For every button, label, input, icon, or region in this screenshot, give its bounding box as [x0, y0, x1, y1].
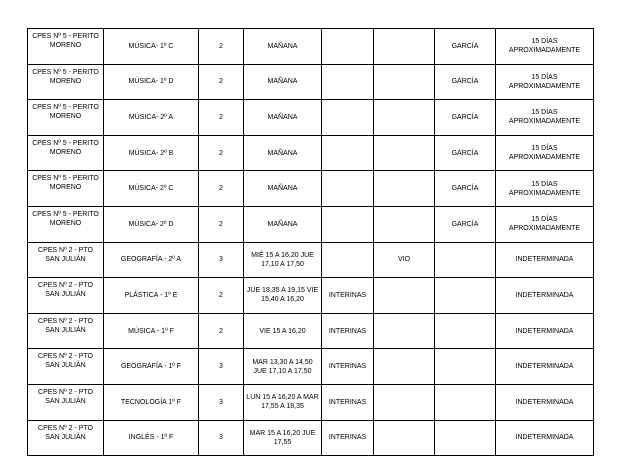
duration-cell: 15 DÍAS APROXIMADAMENTE — [496, 100, 594, 136]
hours-cell: 2 — [199, 171, 244, 207]
hours-cell: 3 — [199, 242, 244, 278]
schedule-cell: MAÑANA — [244, 64, 322, 100]
table-row — [28, 278, 594, 314]
institution-cell: CPES Nº 5 - PERITO MORENO — [28, 64, 104, 100]
condition-cell — [322, 135, 374, 171]
duration-cell: 15 DÍAS APROXIMADAMENTE — [496, 135, 594, 171]
institution-cell: CPES Nº 2 - PTO SAN JULIÁN — [28, 278, 104, 314]
institution-cell: CPES Nº 5 - PERITO MORENO — [28, 171, 104, 207]
hours-cell: 3 — [199, 420, 244, 456]
institution-cell: CPES Nº 5 - PERITO MORENO — [28, 135, 104, 171]
reason-cell — [374, 171, 435, 207]
condition-cell: INTERINAS — [322, 349, 374, 385]
condition-cell — [322, 29, 374, 65]
subject-cell: TECNOLOGÍA 1º F — [104, 384, 199, 420]
reason-cell — [374, 135, 435, 171]
institution-cell: CPES Nº 2 - PTO SAN JULIÁN — [28, 384, 104, 420]
hours-cell: 2 — [199, 206, 244, 242]
teacher-cell — [435, 420, 496, 456]
duration-cell: 15 DÍAS APROXIMADAMENTE — [496, 29, 594, 65]
subject-cell: MÚSICA- 1º D — [104, 64, 199, 100]
subject-cell: MÚSICA- 2º D — [104, 206, 199, 242]
subject-cell: GEOGRAFÍA - 2º A — [104, 242, 199, 278]
hours-cell: 2 — [199, 313, 244, 349]
hours-cell: 2 — [199, 100, 244, 136]
subject-cell: MÚSICA- 2º B — [104, 135, 199, 171]
teacher-cell: GARCÍA — [435, 135, 496, 171]
duration-cell: 15 DÍAS APROXIMADAMENTE — [496, 64, 594, 100]
subject-cell: GEOGRAFÍA - 1º F — [104, 349, 199, 385]
table-row — [28, 384, 594, 420]
duration-cell: 15 DÍAS APROXIMADAMENTE — [496, 171, 594, 207]
duration-cell: INDETERMINADA — [496, 313, 594, 349]
condition-cell — [322, 206, 374, 242]
reason-cell — [374, 100, 435, 136]
table-row — [28, 349, 594, 385]
condition-cell — [322, 171, 374, 207]
duration-cell: INDETERMINADA — [496, 278, 594, 314]
teacher-cell: GARCÍA — [435, 29, 496, 65]
reason-cell — [374, 206, 435, 242]
teacher-cell: GARCÍA — [435, 206, 496, 242]
schedule-cell: MAÑANA — [244, 135, 322, 171]
table-row — [28, 313, 594, 349]
vacancies-table — [27, 28, 594, 456]
hours-cell: 2 — [199, 29, 244, 65]
institution-cell: CPES Nº 5 - PERITO MORENO — [28, 29, 104, 65]
teacher-cell — [435, 278, 496, 314]
reason-cell — [374, 349, 435, 385]
institution-cell: CPES Nº 2 - PTO SAN JULIÁN — [28, 242, 104, 278]
condition-cell — [322, 242, 374, 278]
table-row — [28, 171, 594, 207]
hours-cell: 3 — [199, 384, 244, 420]
teacher-cell: GARCÍA — [435, 100, 496, 136]
reason-cell — [374, 313, 435, 349]
hours-cell: 2 — [199, 135, 244, 171]
table-row — [28, 64, 594, 100]
subject-cell: MÚSICA- 2º C — [104, 171, 199, 207]
institution-cell: CPES Nº 2 - PTO SAN JULIÁN — [28, 313, 104, 349]
institution-cell: CPES Nº 5 - PERITO MORENO — [28, 100, 104, 136]
schedule-cell: VIE 15 A 16,20 — [244, 313, 322, 349]
schedule-cell: MAÑANA — [244, 29, 322, 65]
hours-cell: 2 — [199, 64, 244, 100]
duration-cell: INDETERMINADA — [496, 242, 594, 278]
subject-cell: MÚSICA- 2º A — [104, 100, 199, 136]
schedule-cell: MAR 15 A 16,20 JUE 17,55 — [244, 420, 322, 456]
subject-cell: MÚSICA- 1º C — [104, 29, 199, 65]
condition-cell: INTERINAS — [322, 420, 374, 456]
teacher-cell — [435, 242, 496, 278]
schedule-cell: JUE 18,35 A 19,15 VIE 15,40 A 16,20 — [244, 278, 322, 314]
institution-cell: CPES Nº 2 - PTO SAN JULIÁN — [28, 349, 104, 385]
subject-cell: PLÁSTICA - 1º E — [104, 278, 199, 314]
hours-cell: 3 — [199, 349, 244, 385]
duration-cell: 15 DÍAS APROXIMADAMENTE — [496, 206, 594, 242]
table-row — [28, 242, 594, 278]
hours-cell: 2 — [199, 278, 244, 314]
subject-cell: MÚSICA - 1º F — [104, 313, 199, 349]
condition-cell: INTERINAS — [322, 278, 374, 314]
duration-cell: INDETERMINADA — [496, 384, 594, 420]
condition-cell: INTERINAS — [322, 313, 374, 349]
institution-cell: CPES Nº 5 - PERITO MORENO — [28, 206, 104, 242]
reason-cell — [374, 384, 435, 420]
schedule-cell: MIÉ 15 A 16,20 JUE 17,10 A 17,50 — [244, 242, 322, 278]
table-row — [28, 100, 594, 136]
condition-cell — [322, 64, 374, 100]
schedule-cell: MAR 13,30 A 14,50 JUE 17,10 A 17,50 — [244, 349, 322, 385]
duration-cell: INDETERMINADA — [496, 349, 594, 385]
table-row — [28, 420, 594, 456]
institution-cell: CPES Nº 2 - PTO SAN JULIÁN — [28, 420, 104, 456]
duration-cell: INDETERMINADA — [496, 420, 594, 456]
condition-cell — [322, 100, 374, 136]
subject-cell: INGLÉS - 1º F — [104, 420, 199, 456]
reason-cell — [374, 64, 435, 100]
table-row — [28, 29, 594, 65]
teacher-cell — [435, 349, 496, 385]
teacher-cell — [435, 384, 496, 420]
table-body — [28, 29, 594, 456]
teacher-cell: GARCÍA — [435, 171, 496, 207]
table-row — [28, 206, 594, 242]
schedule-cell: LUN 15 A 16,20 A MAR 17,55 A 18,35 — [244, 384, 322, 420]
teacher-cell: GARCÍA — [435, 64, 496, 100]
reason-cell — [374, 278, 435, 314]
teacher-cell — [435, 313, 496, 349]
reason-cell — [374, 29, 435, 65]
table-row — [28, 135, 594, 171]
schedule-cell: MAÑANA — [244, 100, 322, 136]
condition-cell: INTERINAS — [322, 384, 374, 420]
schedule-cell: MAÑANA — [244, 171, 322, 207]
reason-cell — [374, 420, 435, 456]
schedule-cell: MAÑANA — [244, 206, 322, 242]
reason-cell: VIO — [374, 242, 435, 278]
